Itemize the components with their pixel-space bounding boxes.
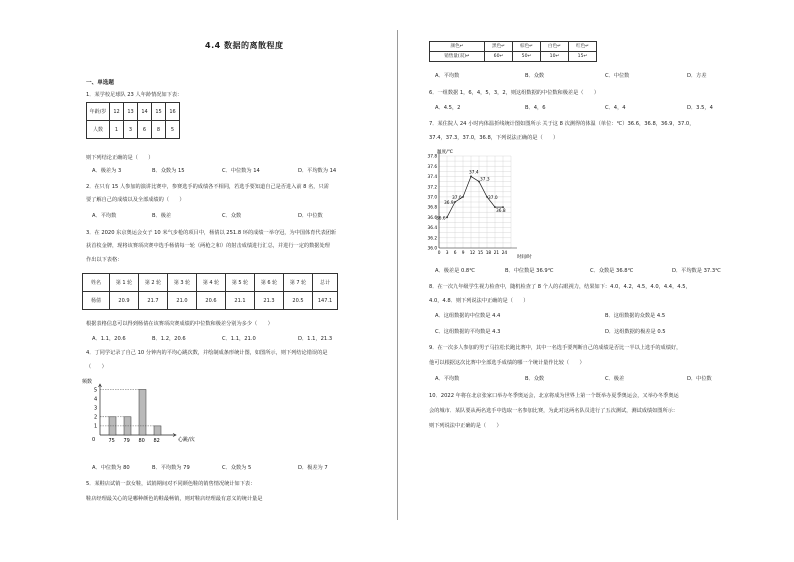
q8-line-1: 8．在一次九年级学生视力检查中，随机检查了 8 个人的右眼视力，结果如下：4.0，4.2，4.5，4.0，4.4，4.5，: [429, 284, 691, 290]
q4-line-1: 4．丁同学记录了自己 10 分钟内的平均心跳次数，并绘制成条形统计图，如图所示，则下列结论错误的是: [86, 350, 328, 356]
y-tick-label: 36.6: [427, 215, 438, 221]
table-cell: 红色↵: [569, 42, 597, 52]
data-label: 37.4: [469, 170, 479, 176]
x-tick-label: 15: [477, 251, 484, 256]
q9-option-c[interactable]: C．极差: [605, 376, 625, 382]
table-cell: 14: [138, 103, 152, 121]
x-tick-label: 6: [453, 251, 457, 256]
y-tick-label: 1: [94, 423, 98, 430]
q2-option-a[interactable]: A．平均数: [92, 213, 117, 219]
q5-table: [429, 41, 597, 62]
x-tick-label: 18: [485, 251, 492, 256]
q6-option-c[interactable]: C．4，4: [605, 105, 626, 111]
q7-line-2: 37.4，37.3，37.0，36.8，下列说法正确的是（ ）: [429, 135, 559, 141]
bar: [139, 389, 146, 435]
table-cell: 16: [166, 103, 180, 121]
x-tick-label: 3: [445, 251, 449, 256]
y-axis-label: 频数: [82, 379, 93, 385]
table-cell: 3: [124, 121, 138, 139]
table-cell: 第 1 轮: [110, 274, 139, 292]
q2-line-1: 2．在只有 15 人参加的演讲比赛中，参赛选手的成绩各不相同，若选手要知道自己是否进入前 8 名，只需: [86, 184, 329, 190]
y-tick-label: 36.0: [427, 246, 438, 252]
table-row: [83, 274, 338, 292]
document-title: 4.4 数据的离散程度: [205, 41, 284, 50]
table-cell: 60↵: [485, 52, 513, 62]
y-tick-label: 37.2: [427, 185, 438, 191]
q8-line-2: 4.0，4.8．则下列说法中正确的是（ ）: [429, 298, 529, 304]
x-tick-label: 82: [153, 438, 160, 444]
y-tick-label: 36.4: [427, 226, 438, 232]
table-cell: 21.0: [168, 292, 197, 310]
y-tick-label: 37.6: [427, 164, 438, 170]
data-point: [502, 206, 504, 208]
table-cell: 5: [166, 121, 180, 139]
q2-option-c[interactable]: C．众数: [222, 213, 242, 219]
y-tick-label: 36.2: [427, 236, 438, 242]
q3-line-1: 3．在 2020 东京奥运会女子 10 米气步枪的项目中，杨倩以 251.8 环的成绩一举夺冠，为中国体育代表团斩: [86, 230, 337, 236]
data-point: [494, 206, 496, 208]
q3-option-c[interactable]: C．1.1，21.0: [222, 336, 256, 342]
data-label: 37.0: [488, 195, 498, 201]
q1-option-d[interactable]: D．平均数为 14: [298, 168, 337, 174]
data-label: 36.6: [436, 216, 446, 222]
table-cell: 颜色↵: [430, 42, 485, 52]
x-axis-label: 时间/时: [517, 255, 532, 260]
q10-line-2: 会的城市．某队要从两名选手中选取一名参加比赛，为此对这两名队员进行了五次测试，测试成绩如图所示：: [429, 408, 679, 414]
data-point: [454, 201, 456, 203]
data-label: 36.9: [444, 201, 454, 206]
q3-prompt: 根据表格信息可以得到杨倩在该赛项决赛成绩的中位数和极差分别为多少（ ）: [86, 321, 273, 327]
q3-line-3: 作出以下表格：: [86, 257, 123, 263]
q9-option-d[interactable]: D．中位数: [687, 376, 712, 382]
y-tick-label: 2: [94, 414, 98, 421]
q7-option-b[interactable]: B．中位数是 36.9℃: [505, 268, 554, 274]
q9-option-a[interactable]: A．平均数: [435, 376, 460, 382]
q6-option-d[interactable]: D．3.5，4: [687, 105, 713, 111]
q6-option-b[interactable]: B．4，6: [525, 105, 546, 111]
table-cell: 147.1: [313, 292, 338, 310]
x-tick-label: 80: [138, 438, 145, 444]
q7-option-a[interactable]: A．极差是 0.8℃: [435, 268, 476, 274]
x-tick-label: 9: [461, 251, 465, 256]
q5-option-b[interactable]: B．众数: [525, 73, 545, 79]
q9-option-b[interactable]: B．众数: [525, 376, 545, 382]
data-point: [462, 196, 464, 198]
table-cell: 第 3 轮: [168, 274, 197, 292]
q1-option-c[interactable]: C．中位数为 14: [222, 168, 260, 174]
data-label: 37.3: [480, 177, 490, 183]
q2-line-2: 要了解自己的成绩以及全部成绩的（ ）: [86, 197, 185, 203]
q8-option-a[interactable]: A．这组数据的中位数是 4.4: [435, 313, 501, 319]
q1-prompt: 则下列结论正确的是（ ）: [86, 155, 154, 161]
q5-option-c[interactable]: C．中位数: [605, 73, 630, 79]
table-cell: 杨倩: [83, 292, 110, 310]
table-cell: 第 5 轮: [226, 274, 255, 292]
table-cell: 15: [152, 103, 166, 121]
table-cell: 21.1: [226, 292, 255, 310]
q2-option-d[interactable]: D．中位数: [298, 213, 323, 219]
q9-line-1: 9．在一次多人参加的男子马拉松长跑比赛中，其中一名选手要判断自己的成绩是否比一半以上选手的成绩好，: [429, 345, 682, 351]
q3-option-a[interactable]: A．1.1，20.6: [92, 336, 126, 342]
column-divider: [397, 30, 398, 520]
table-cell: 12: [110, 103, 124, 121]
table-row: [87, 103, 180, 121]
table-cell: 1: [110, 121, 124, 139]
y-tick-label: 4: [94, 396, 98, 403]
q4-option-a[interactable]: A．中位数为 80: [92, 465, 130, 471]
q6-stem: 6．一组数据 1，6，4，5，3，2，则这组数据的中位数和极差是（ ）: [429, 90, 600, 96]
table-cell: 总计: [313, 274, 338, 292]
q1-option-a[interactable]: A．极差为 3: [92, 168, 122, 174]
q2-option-b[interactable]: B．极差: [152, 213, 172, 219]
data-label: 37.0: [452, 195, 462, 201]
q5-option-d[interactable]: D．方差: [687, 73, 707, 79]
data-point: [446, 216, 448, 218]
table-cell: 20.9: [110, 292, 139, 310]
table-cell: 棕色↵: [513, 42, 541, 52]
data-point: [470, 176, 472, 178]
table-cell: 第 6 轮: [255, 274, 284, 292]
q5-option-a[interactable]: A．平均数: [435, 73, 460, 79]
q5-line-1: 5．某鞋店试销一款女鞋，试销期间对不同颜色鞋的销售情况统计如下表：: [86, 481, 256, 487]
y-tick-label: 37.8: [427, 154, 438, 160]
q10-line-3: 则下列说法中正确的是（ ）: [429, 423, 502, 429]
y-axis-label: 温度/℃: [437, 150, 453, 155]
q7-line-chart: [425, 144, 540, 262]
table-cell: 第 2 轮: [139, 274, 168, 292]
table-cell: 黑色↵: [485, 42, 513, 52]
y-tick-label: 36.8: [427, 205, 438, 211]
table-cell: 白色↵: [541, 42, 569, 52]
section-heading: 一、单选题: [86, 80, 114, 86]
q8-option-b[interactable]: B．这组数据的众数是 4.5: [605, 313, 666, 319]
q7-option-d[interactable]: D．平均数是 37.3℃: [672, 268, 721, 274]
bar: [154, 426, 161, 435]
x-axis-label: 心跳/次: [178, 437, 195, 443]
q4-option-b[interactable]: B．平均数为 79: [152, 465, 190, 471]
y-tick-label: 5: [94, 387, 98, 394]
q1-option-b[interactable]: B．众数为 15: [152, 168, 185, 174]
q1-stem: 1．某学校足球队 23 人年龄情况如下表：: [86, 92, 183, 98]
x-tick-label: 79: [123, 438, 130, 444]
table-cell: 姓名: [83, 274, 110, 292]
table-cell: 20.5: [284, 292, 313, 310]
table-cell: 50↵: [513, 52, 541, 62]
q3-line-2: 获首枚金牌，现将该赛项决赛中选手杨倩每一轮（两枪之和）的射击成绩进行汇总，并进行一定的数据处理: [86, 243, 330, 249]
table-row: [87, 121, 180, 139]
table-cell: 年龄/岁: [87, 103, 110, 121]
table-cell: 15↵: [569, 52, 597, 62]
table-cell: 第 7 轮: [284, 274, 313, 292]
q7-option-c[interactable]: C．众数是 36.8℃: [590, 268, 634, 274]
data-label: 36.8: [496, 209, 506, 215]
q4-chart-marks: [94, 384, 176, 444]
x-tick-label: 75: [108, 438, 115, 444]
q10-line-1: 10．2022 年将在北京张家口举办冬季奥运会，北京将成为世界上第一个既举办夏季奥运会，又举办冬季奥运: [429, 393, 679, 399]
q3-option-b[interactable]: B．1.2，20.6: [152, 336, 186, 342]
q7-line-1: 7．某住院人 24 小时内体温折线统计图如图所示 关于这 8 次测得的体温（单位：℃）36.6，36.8，36.9，37.0，: [429, 121, 695, 127]
table-cell: 人数: [87, 121, 110, 139]
q4-option-c[interactable]: C．众数为 5: [222, 465, 252, 471]
table-cell: 第 4 轮: [197, 274, 226, 292]
q4-line-2: （ ）: [86, 364, 107, 370]
table-row: [430, 52, 597, 62]
table-cell: 13: [124, 103, 138, 121]
x-tick-label: 12: [469, 251, 476, 256]
q5-line-2: 鞋店经理最关心的是哪种颜色的鞋最畅销，则对鞋店经理最有意义的统计量是: [86, 496, 263, 502]
q3-option-d[interactable]: D．1.1，21.3: [298, 336, 333, 342]
q4-bar-chart: [80, 374, 220, 458]
x-tick-label: 21: [493, 251, 500, 256]
y-tick-label: 3: [94, 405, 98, 412]
q3-table: [82, 273, 338, 310]
q8-option-c[interactable]: C．这组数据的平均数是 4.3: [435, 329, 501, 335]
origin-label: 0: [92, 437, 96, 443]
table-row: [430, 42, 597, 52]
y-tick-label: 37.0: [427, 195, 438, 201]
q6-option-a[interactable]: A．4.5，2: [435, 105, 461, 111]
q4-option-d[interactable]: D．极差为 7: [298, 465, 328, 471]
table-cell: 销售量(双)↵: [430, 52, 485, 62]
q9-line-2: 他可以根据这次比赛中全部选手成绩的哪一个统计量作比较（ ）: [429, 360, 585, 366]
table-cell: 6: [138, 121, 152, 139]
table-row: [83, 292, 338, 310]
y-tick-label: 37.4: [427, 175, 438, 181]
x-tick-label: 24: [501, 251, 508, 256]
x-tick-label: 0: [437, 251, 441, 256]
table-cell: 10↵: [541, 52, 569, 62]
table-cell: 8: [152, 121, 166, 139]
table-cell: 21.7: [139, 292, 168, 310]
q1-table: [86, 102, 180, 139]
table-cell: 21.3: [255, 292, 284, 310]
q8-option-d[interactable]: D．这组数据的极差是 0.5: [605, 329, 666, 335]
table-cell: 20.6: [197, 292, 226, 310]
q7-chart-marks: [428, 150, 518, 256]
